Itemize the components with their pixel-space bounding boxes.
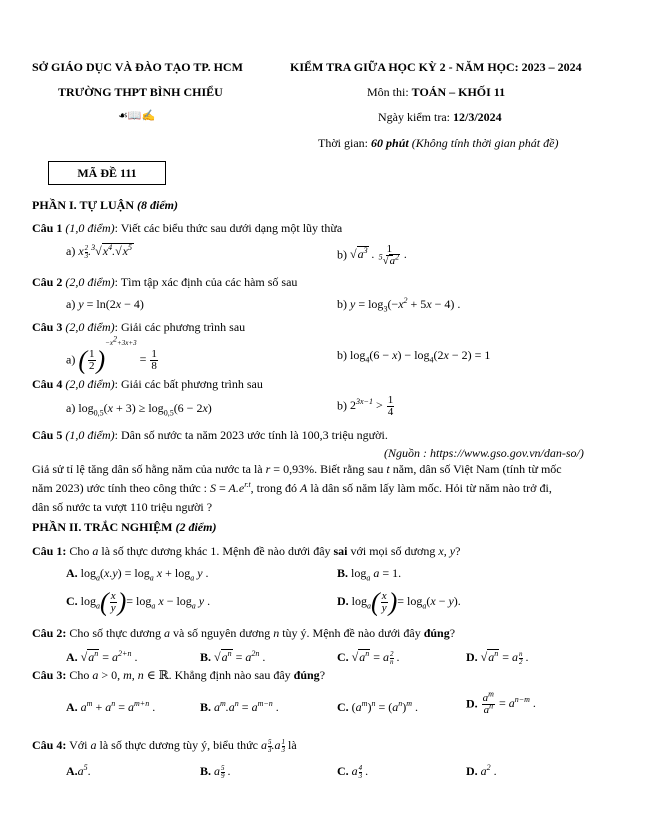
p1-q2-score: (2,0 điểm) xyxy=(65,275,115,289)
time-note: (Không tính thời gian phát đề) xyxy=(411,136,559,150)
p1-q2b-label: b) xyxy=(337,297,347,311)
p2-q2-option-d[interactable] xyxy=(466,650,529,666)
exam-title: KIỂM TRA GIỮA HỌC KỲ 2 - NĂM HỌC: 2023 – 2024 xyxy=(290,60,582,74)
p1-q5-A: A xyxy=(300,481,308,495)
p2-q4-a: a xyxy=(90,738,97,752)
date-label: Ngày kiểm tra: xyxy=(378,110,453,124)
p1-q2-text: : Tìm tập xác định của các hàm số sau xyxy=(114,275,298,289)
p1-q2a xyxy=(66,297,144,312)
p1-q2-label: Câu 2 xyxy=(32,275,63,289)
p1-q5-t: t xyxy=(386,462,390,476)
p2-q1-bold: sai xyxy=(333,544,348,558)
p2-q1-option-d[interactable] xyxy=(337,589,461,615)
p1-q3a-label: a) xyxy=(66,352,76,367)
p2-q4-opt-d-expr: $a^2$ . xyxy=(480,763,497,778)
p1-q3b-expr: $\log_4(6 - x) - \log_4(2x - 2) = 1$ xyxy=(350,348,491,365)
p2-q1-opt-a-label: A. xyxy=(66,566,78,580)
p1-q1-label: Câu 1 xyxy=(32,221,63,235)
p2-q1-opt-d-label: D. xyxy=(337,593,349,608)
p1-q3b-label: b) xyxy=(337,348,347,362)
p2-q4-option-d[interactable] xyxy=(466,764,497,779)
p2-q1-opt-b-label: B. xyxy=(337,566,349,580)
part1-score: (8 điểm) xyxy=(137,198,179,212)
p2-q4-opt-d-label: D. xyxy=(466,764,478,778)
time-label: Thời gian: xyxy=(318,136,372,150)
p2-q4-t3: là xyxy=(285,738,297,752)
exam-code: MÃ ĐỀ 111 xyxy=(77,166,137,180)
p2-q2-n: n xyxy=(273,626,280,640)
p2-q3-opt-d-expr: $\frac{a^m}{a^n}$ = $a^{n-m}$ . xyxy=(482,689,536,716)
p2-q3-t2: . Khẳng định nào sau đây xyxy=(168,668,294,682)
p1-q5-line2 xyxy=(32,481,552,496)
p2-q4-option-b[interactable] xyxy=(200,764,231,780)
p2-q3-option-d[interactable] xyxy=(466,689,536,716)
p2-q2-t4: ? xyxy=(449,626,456,640)
p1-q4a xyxy=(66,401,212,416)
p1-q5-rate: r = 0,93% xyxy=(265,462,315,476)
p2-q1-opt-c-expr: $\log_a$( $\frac{x}{y}$ )= $\log_a x - \log_a y$ . xyxy=(80,587,211,616)
school-name: TRƯỜNG THPT BÌNH CHIỂU xyxy=(58,85,223,99)
p2-q4-opt-b-label: B. xyxy=(200,764,212,778)
p2-q1-opt-a-expr: $\log_a(x.y) = \log_a x + \log_a y$ . xyxy=(80,566,209,583)
p2-q2-prompt xyxy=(32,626,455,641)
p2-q2-opt-d-expr: $√a^n = a$ $\frac{n}{2}$ . xyxy=(480,649,529,666)
p1-q4-prompt xyxy=(32,377,263,392)
p2-q2-a: a xyxy=(164,626,171,640)
p2-q2-t2: và số nguyên dương xyxy=(170,626,274,640)
p2-q4-expr: a $\frac{5}{3}$ .a $\frac{1}{3}$ xyxy=(261,738,285,754)
p2-q2-t1: Cho số thực dương xyxy=(66,626,165,640)
p1-q2-prompt xyxy=(32,275,297,290)
p2-q3-opt-b-expr: $a^m.a^n = a^{m-n}$ . xyxy=(214,699,279,714)
time-value: 60 phút xyxy=(371,136,409,150)
subject-value: TOÁN – KHỐI 11 xyxy=(411,85,506,99)
p2-q1-t1: Cho xyxy=(66,544,93,558)
p2-q4-opt-c-expr: a $\frac{4}{3}$ . xyxy=(351,764,369,780)
p1-q5-p2a: năm 2023) ước tính theo công thức : xyxy=(32,481,210,495)
p1-q2b xyxy=(337,297,460,312)
p2-q1-prompt: Câu 1: Cho a là số thực dương khác 1. Mệnh đề nào dưới đây sai với mọi số dương x, y? xyxy=(32,544,461,558)
p1-q1b-expr: $√a^3$ . $\frac{1}{^5√a^2}$ . xyxy=(350,243,408,267)
p1-q4-label: Câu 4 xyxy=(32,377,63,391)
p2-q1-option-b[interactable] xyxy=(337,566,401,581)
p2-q3-option-c[interactable] xyxy=(337,700,418,715)
p2-q3-option-b[interactable] xyxy=(200,700,279,715)
p2-q2-opt-a-label: A. xyxy=(66,650,78,664)
p2-q3-option-a[interactable] xyxy=(66,700,155,715)
p2-q2-option-a[interactable] xyxy=(66,650,137,665)
p1-q1-prompt xyxy=(32,221,342,236)
p2-q4-option-c[interactable] xyxy=(337,764,368,780)
p2-q3-prompt xyxy=(32,668,325,683)
subject-label: Môn thi: xyxy=(367,85,412,99)
p2-q2-opt-a-expr: $√a^n = a^{2+n}$ . xyxy=(80,649,138,664)
p2-q1-xy: x, y xyxy=(438,544,456,558)
p2-q1-opt-b-expr: $\log_a a = 1$. xyxy=(351,566,402,583)
p2-q2-opt-c-label: C. xyxy=(337,650,349,664)
part2-title-text: PHẦN II. TRẮC NGHIỆM xyxy=(32,520,173,534)
p1-q5-line1 xyxy=(32,462,562,477)
p1-q3-score: (2,0 điểm) xyxy=(65,320,115,334)
p1-q1b xyxy=(337,244,407,267)
p2-q2-option-b[interactable] xyxy=(200,650,265,665)
p2-q2-option-c[interactable] xyxy=(337,650,400,666)
p2-q1-a: a xyxy=(92,544,99,558)
p1-q5-p1c: năm, dân số Việt Nam (tính từ mốc xyxy=(389,462,562,476)
p1-q4b-label: b) xyxy=(337,398,347,413)
p2-q2-opt-b-expr: $√a^n = a^{2n}$ . xyxy=(214,649,266,664)
p1-q5-line3: dân số nước ta vượt 110 triệu người ? xyxy=(32,500,213,514)
p1-q4-score: (2,0 điểm) xyxy=(65,377,115,391)
p1-q4a-label: a) xyxy=(66,401,76,415)
p1-q5-formula: $S = A.e^{r.t}$ xyxy=(209,480,251,495)
p2-q4-option-a[interactable] xyxy=(66,764,91,779)
p2-q1-option-c[interactable] xyxy=(66,589,210,615)
p2-q3-opt-c-expr: $(a^m)^n = (a^n)^m$ . xyxy=(351,699,418,714)
p2-q4-opt-a-label: A. xyxy=(66,764,78,778)
p2-q4-t2: là số thực dương tùy ý, biểu thức xyxy=(96,738,261,752)
p1-q3-label: Câu 3 xyxy=(32,320,63,334)
p1-q4a-expr: $\log_{0,5}(x + 3) \ge \log_{0,5}(6 - 2x)$ xyxy=(78,401,212,418)
p1-q5-p1a: Giả sử tỉ lệ tăng dân số hằng năm của nước ta là xyxy=(32,462,266,476)
p2-q2-t3: tùy ý. Mệnh đề nào dưới đây xyxy=(279,626,424,640)
time-line xyxy=(318,136,558,151)
part1-title-text: PHẦN I. TỰ LUẬN xyxy=(32,198,135,212)
p2-q1-label: Câu 1: xyxy=(32,544,67,558)
p1-q5-p2c: là dân số năm lấy làm mốc. Hỏi từ năm nào trở đi, xyxy=(307,481,552,495)
p2-q3-opt-c-label: C. xyxy=(337,700,349,714)
p1-q5-source: (Nguồn : https://www.gso.gov.vn/dan-so/) xyxy=(384,446,584,460)
p1-q2a-label: a) xyxy=(66,297,76,311)
p1-q1a xyxy=(66,244,134,260)
p1-q3-prompt xyxy=(32,320,245,335)
p2-q4-opt-a-expr: $a^5$. xyxy=(77,763,91,778)
p1-q4b xyxy=(337,395,395,418)
p2-q2-label: Câu 2: xyxy=(32,626,67,640)
p1-q1b-label: b) xyxy=(337,247,347,262)
p2-q1-opt-d-expr: $\log_a$( $\frac{x}{y}$ )= $\log_a(x - y)$. xyxy=(351,587,461,616)
p2-q3-opt-a-label: A. xyxy=(66,700,78,714)
p1-q1-text: : Viết các biểu thức sau dưới dạng một lũy thừa xyxy=(114,221,343,235)
date-line xyxy=(378,110,502,125)
p2-q3-t1: Cho xyxy=(66,668,93,682)
p1-q5-p2b: , trong đó xyxy=(250,481,301,495)
date-value: 12/3/2024 xyxy=(452,110,502,124)
part1-title xyxy=(32,198,178,213)
p1-q1-score: (1,0 điểm) xyxy=(65,221,115,235)
p2-q3-t3: ? xyxy=(319,668,326,682)
p2-q4-opt-c-label: C. xyxy=(337,764,349,778)
p2-q1-opt-c-label: C. xyxy=(66,593,78,608)
p1-q4-text: : Giải các bất phương trình sau xyxy=(114,377,263,391)
exam-code-box xyxy=(48,161,166,185)
p2-q3-label: Câu 3: xyxy=(32,668,67,682)
p2-q4-opt-b-expr: a $\frac{5}{9}$ . xyxy=(214,764,231,780)
p1-q3b xyxy=(337,348,490,363)
p1-q2b-expr: $y = \log_3(-x^2 + 5x - 4)$ . xyxy=(350,296,461,314)
p1-q2a-expr: y = ln(2x − 4) xyxy=(78,297,144,311)
p2-q3-opt-d-label: D. xyxy=(466,696,478,711)
p2-q2-bold: đúng xyxy=(423,626,450,640)
p2-q1-t2: là số thực dương khác 1. Mệnh đề nào dưới đây xyxy=(98,544,334,558)
p2-q1-option-a[interactable] xyxy=(66,566,209,581)
p1-q3a xyxy=(66,335,159,375)
p1-q4b-expr: $2^{3x-1}$ > $\frac{1}{4}$ xyxy=(350,394,394,418)
part2-score: (2 điểm) xyxy=(175,520,217,534)
p2-q2-opt-c-expr: $√a^n = a$ $\frac{2}{n}$ . xyxy=(351,649,400,666)
p1-q5-score: (1,0 điểm) xyxy=(65,428,115,442)
p2-q2-opt-b-label: B. xyxy=(200,650,212,664)
p1-q5-p1b: . Biết rằng sau xyxy=(314,462,387,476)
p2-q3-opt-b-label: B. xyxy=(200,700,212,714)
part2-title xyxy=(32,520,216,535)
p1-q5-label: Câu 5 xyxy=(32,428,63,442)
p2-q3-opt-a-expr: $a^m + a^n = a^{m+n}$ . xyxy=(80,699,156,714)
p2-q4-prompt xyxy=(32,738,297,754)
ornament-icon: ☙📖✍ xyxy=(118,110,156,122)
p2-q3-bold: đúng xyxy=(293,668,320,682)
p2-q4-t1: Với xyxy=(66,738,91,752)
p1-q1a-label: a) xyxy=(66,244,76,258)
p2-q1-t3: với mọi số dương xyxy=(347,544,439,558)
department-name: SỞ GIÁO DỤC VÀ ĐÀO TẠO TP. HCM xyxy=(32,60,243,74)
p1-q5-prompt xyxy=(32,428,388,443)
p1-q3a-expr: ( $\frac{1}{2}$ )$^{-x^2+3x+3}$ = $\frac{1}{8}$ xyxy=(78,335,157,375)
p1-q3-text: : Giải các phương trình sau xyxy=(114,320,246,334)
p1-q1a-expr: x $\frac{2}{3}$ $.^3√x^4.√x^5$ xyxy=(78,243,132,260)
subject-line xyxy=(367,85,505,100)
p2-q3-cond: a > 0, m, n ∈ ℝ xyxy=(92,668,169,682)
p2-q4-label: Câu 4: xyxy=(32,738,67,752)
p2-q2-opt-d-label: D. xyxy=(466,650,478,664)
p1-q5-text: : Dân số nước ta năm 2023 ước tính là 100,3 triệu người. xyxy=(114,428,388,442)
